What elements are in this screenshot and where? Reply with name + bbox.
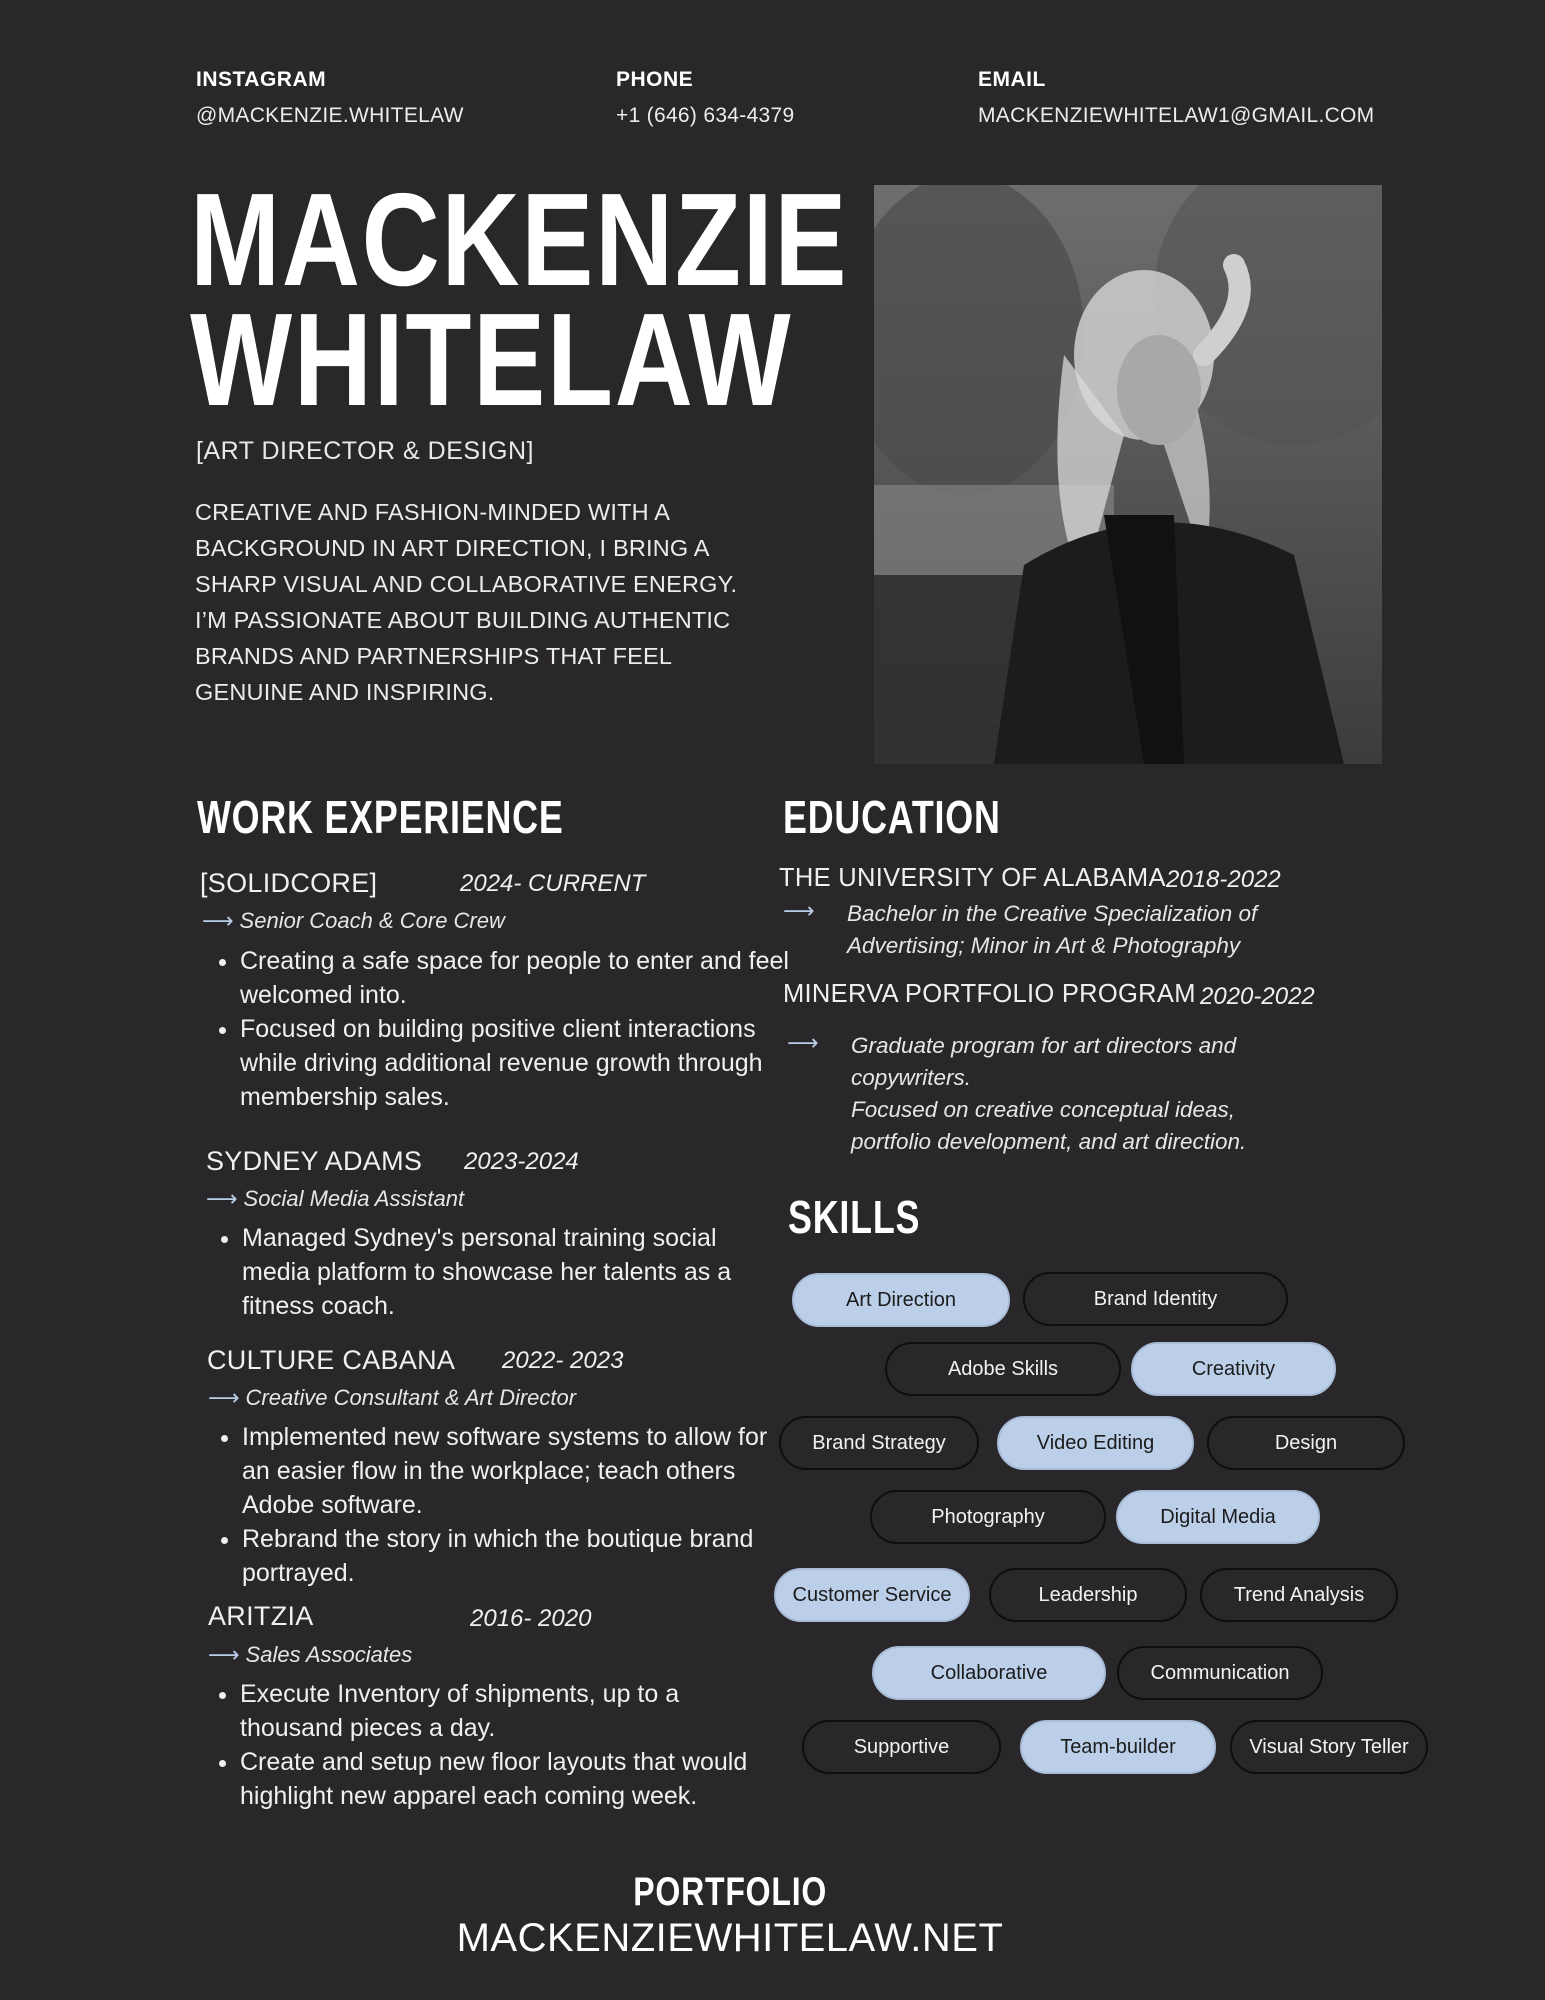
list-item: • Create and setup new floor layouts that would highlight new apparel each coming week.: [240, 1745, 780, 1813]
skill-pill: [872, 1646, 1106, 1700]
skill-label: Brand Strategy: [812, 1431, 946, 1454]
list-item: • Managed Sydney's personal training social media platform to showcase her talents as a fitness coach.: [242, 1221, 782, 1323]
skill-pill: [997, 1416, 1194, 1470]
skill-label: Brand Identity: [1093, 1287, 1218, 1310]
first-name: MACKENZIE: [190, 166, 849, 313]
skill-pill: [1116, 1490, 1320, 1544]
arrow-right-icon: ⟶: [208, 1642, 240, 1667]
skill-pill: [885, 1342, 1121, 1396]
skill-label: Team-builder: [1060, 1735, 1176, 1758]
phone-label: PHONE: [616, 68, 694, 91]
skill-pill: [792, 1273, 1010, 1327]
job-bullets: [200, 1677, 780, 1813]
school-name: THE UNIVERSITY OF ALABAMA: [779, 864, 1166, 892]
job-role: [206, 1186, 464, 1212]
skill-label: Customer Service: [792, 1583, 952, 1606]
company-name: [SOLIDCORE]: [200, 868, 378, 898]
company-name: ARITZIA: [208, 1601, 314, 1631]
skill-pill: [1207, 1416, 1405, 1470]
job-role: [202, 908, 505, 934]
work-experience-heading: WORK EXPERIENCE: [197, 791, 564, 843]
detail-line: Advertising; Minor in Art & Photography: [847, 933, 1241, 958]
skill-label: Creativity: [1191, 1357, 1276, 1380]
job-years: 2022- 2023: [502, 1347, 624, 1374]
skill-label: Adobe Skills: [947, 1357, 1059, 1380]
skill-pill: [1200, 1568, 1398, 1622]
portrait-photo: [874, 185, 1382, 764]
skill-label: Collaborative: [930, 1661, 1048, 1684]
detail-line: Graduate program for art directors and: [851, 1033, 1237, 1058]
skill-pill: [1117, 1646, 1323, 1700]
job-sydney-adams: [206, 1146, 766, 1177]
instagram-label: INSTAGRAM: [196, 68, 327, 91]
skill-label: Supportive: [853, 1735, 950, 1758]
skill-label: Art Direction: [845, 1288, 957, 1311]
skill-label: Design: [1274, 1431, 1338, 1454]
job-role-text: Social Media Assistant: [243, 1186, 465, 1211]
portfolio-label: [0, 1870, 1460, 1915]
school-years: 2020-2022: [1200, 983, 1315, 1010]
skill-pill: [774, 1568, 970, 1622]
job-solidcore: [200, 868, 760, 899]
school-name: MINERVA PORTFOLIO PROGRAM: [783, 980, 1196, 1008]
skill-pill: [1131, 1342, 1336, 1396]
arrow-right-icon: ⟶: [787, 1030, 819, 1055]
skill-pill: [802, 1720, 1001, 1774]
job-role-text: Sales Associates: [245, 1642, 413, 1667]
detail-line: Bachelor in the Creative Specialization of: [847, 901, 1258, 926]
school-years: 2018-2022: [1166, 866, 1281, 893]
skill-label: Communication: [1150, 1661, 1290, 1684]
list-item: • Execute Inventory of shipments, up to a thousand pieces a day.: [240, 1677, 780, 1745]
instagram-handle[interactable]: @MACKENZIE.WHITELAW: [196, 104, 464, 127]
candidate-name: [190, 166, 849, 433]
skill-label: Leadership: [1038, 1583, 1138, 1606]
skill-label: Video Editing: [1036, 1431, 1155, 1454]
detail-line: copywriters.: [851, 1065, 972, 1090]
arrow-right-icon: ⟶: [206, 1186, 238, 1211]
skill-pill: [779, 1416, 979, 1470]
phone-number[interactable]: +1 (646) 634-4379: [616, 104, 795, 127]
arrow-right-icon: ⟶: [783, 898, 815, 923]
job-role: [208, 1642, 412, 1668]
skill-label: Trend Analysis: [1233, 1583, 1365, 1606]
arrow-right-icon: ⟶: [208, 1385, 240, 1410]
list-item: • Creating a safe space for people to enter and feel welcomed into.: [240, 944, 800, 1012]
list-item: • Rebrand the story in which the boutique brand portrayed.: [242, 1522, 782, 1590]
job-aritzia: [208, 1601, 768, 1632]
list-item: • Focused on building positive client interactions while driving additional revenue growth through membership sales.: [240, 1012, 800, 1114]
company-name: CULTURE CABANA: [207, 1345, 456, 1375]
detail-line: portfolio development, and art direction.: [851, 1129, 1247, 1154]
skill-pill: [1020, 1720, 1216, 1774]
job-years: 2023-2024: [464, 1148, 579, 1175]
job-role-text: Senior Coach & Core Crew: [239, 908, 505, 933]
portrait-illustration: [874, 185, 1382, 764]
portfolio-label-text: PORTFOLIO: [633, 1870, 827, 1914]
portfolio-link[interactable]: MACKENZIEWHITELAW.NET: [456, 1916, 1004, 1960]
detail-line: Focused on creative conceptual ideas,: [851, 1097, 1235, 1122]
job-years: 2016- 2020: [470, 1605, 592, 1632]
bio-paragraph: CREATIVE AND FASHION-MINDED WITH A BACKGROUND IN ART DIRECTION, I BRING A SHARP VISUAL AND COLLABORATIVE ENERGY. I’M PASSIONATE ABOUT BUILDING AUTHENTIC BRANDS AND PARTNERSHIPS THAT FEEL GENUINE AND INSPIRING.: [195, 499, 738, 705]
email-address[interactable]: MACKENZIEWHITELAW1@GMAIL.COM: [978, 104, 1375, 127]
skill-pill: [989, 1568, 1187, 1622]
arrow-right-icon: ⟶: [202, 908, 234, 933]
skill-label: Visual Story Teller: [1249, 1735, 1409, 1758]
job-bullets: [200, 944, 800, 1114]
job-years: 2024- CURRENT: [460, 870, 646, 897]
job-role: [208, 1385, 576, 1411]
skill-pill: [870, 1490, 1106, 1544]
list-item: • Implemented new software systems to allow for an easier flow in the workplace; teach others Adobe software.: [242, 1420, 782, 1522]
job-title: [ART DIRECTOR & DESIGN]: [196, 437, 534, 465]
company-name: SYDNEY ADAMS: [206, 1146, 423, 1176]
job-bullets: [202, 1221, 782, 1323]
skills-heading: SKILLS: [788, 1191, 921, 1243]
school-detail: [783, 898, 1343, 962]
skill-pill: [1023, 1272, 1288, 1326]
job-culture-cabana: [207, 1345, 767, 1376]
skill-pill: [1230, 1720, 1428, 1774]
education-heading: EDUCATION: [783, 791, 1001, 843]
last-name: WHITELAW: [190, 286, 793, 433]
email-label: EMAIL: [978, 68, 1046, 91]
school-detail: [787, 1030, 1347, 1158]
skill-label: Photography: [931, 1505, 1045, 1528]
job-bullets: [202, 1420, 782, 1590]
skill-label: Digital Media: [1160, 1505, 1276, 1528]
job-role-text: Creative Consultant & Art Director: [245, 1385, 577, 1410]
